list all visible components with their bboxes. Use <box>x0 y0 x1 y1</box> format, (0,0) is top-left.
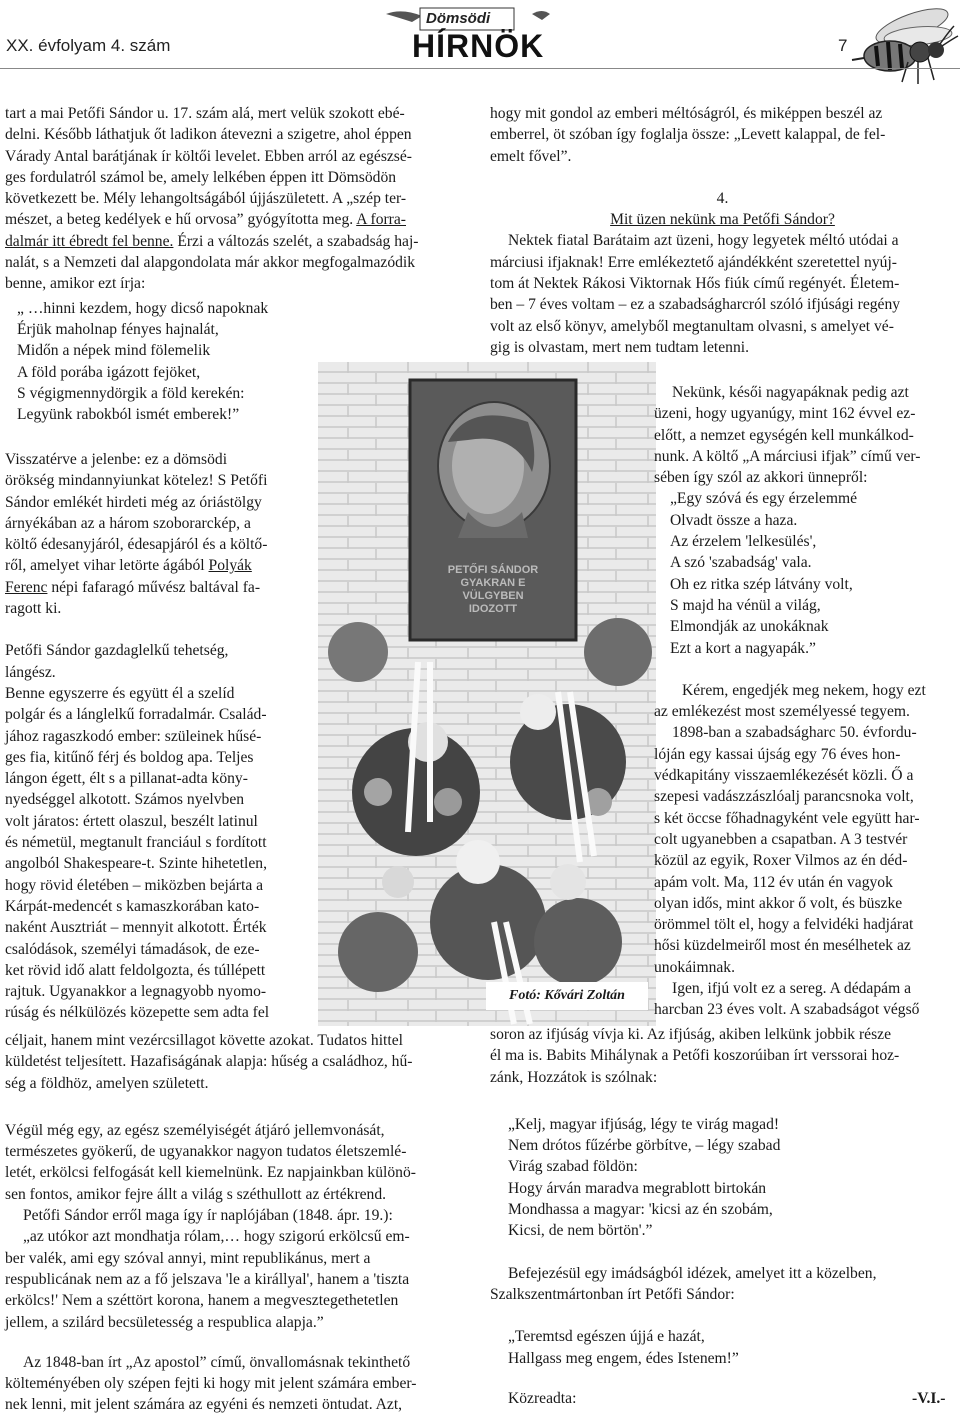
section-title: Mit üzen nekünk ma Petőfi Sándor? <box>610 211 835 229</box>
issue-label: XX. évfolyam 4. szám <box>6 36 171 55</box>
left-paragraph-7: „az utókor azt mondhatja rólam,… hogy szigorú erkölcsű em- ber valék, ami egy szóval annyi, mint republikánus, mert a respublicának nem az a fő jelszava 'le a királlyal', hanem a 'tiszta erkölcs!' Nem a széttört korona, hanem a megvesztegethetetlen jellem, a szilárd becsületesség a respublica alapja.” <box>5 1228 410 1331</box>
plaque-line-4: IDOZOTT <box>468 603 518 615</box>
right-paragraph-7: Befejezésül egy imádságból idézek, amelyet itt a közelben, Szalkszentmártonban írt Petőfi Sándor: <box>490 1264 877 1303</box>
left-full-width-block <box>5 1030 473 1416</box>
right-full-width-block <box>490 1024 955 1369</box>
right-column <box>490 103 955 358</box>
poem-imadsag: „Teremtsd egészen újjá e hazát, Hallgass meg engem, édes Istenem!” <box>508 1328 739 1367</box>
right-paragraph-3: Nekünk, késői nagyapáknak pedig azt üzeni, hogy ugyanúgy, mint 162 évvel ez- előtt, a nemzet egységén kell munkálkod- nunk. A költő „A márciusi ifjak” című ver- sében így szól az akkori ünnepről: <box>654 384 921 487</box>
left-narrow-column <box>5 449 305 1024</box>
left-paragraph-5: Végül még egy, az egész személyiségét átjáró jellemvonását, természetes gyökerű, de ugyanakkor nagyon tudatos életszemlé- letét, erkölcsi felfogását kell kiemelnünk. Ez napjainkban különö- sen fontos, amikor fejre állt a világ s széthullott az értékrend. <box>5 1121 416 1203</box>
logo <box>382 4 552 70</box>
polyak-ferenc-link[interactable]: Polyák Ferenc <box>5 557 252 596</box>
editor-label: Közreadta: <box>508 1390 577 1407</box>
photo-caption: Fotó: Kővári Zoltán <box>486 982 648 1010</box>
poem-babits: „Kelj, magyar ifjúság, légy te virág magad! Nem drótos fűzérbe görbítve, – légy szabad Virág szabad földön: Hogy árván maradva megrablott birtokán Mondhassa a magyar: 'kicsi az én szobám, Kicsi, de nem börtön'.” <box>508 1115 781 1240</box>
left-paragraph-2 <box>5 449 305 619</box>
left-paragraph-1-text: tart a mai Petőfi Sándor u. 17. szám alá, mert velük szokott ebé- delni. Később láthatjuk őt ladikon átevezni a szigetre, ahol éppen Várady Antal barátjának ír költői levelet. Ebben arról az egészsé- ges fordulatról számol be, amely lelkében éppen itt Dömsödön következett be. Mély lehangoltságából újjászületett. A „szép ter- mészet, a beteg kedélyek e hű orvosa” gyógyította meg. <box>5 105 412 229</box>
right-paragraph-5: 1898-ban a szabadságharc 50. évfordu- lóján egy kassai újság egy 76 éves hon- védkapitány visszaemlékezését közli. Ő a szepesi vadászzászlóalj parancsnoka volt, s két öccse főhadnagyként vele együtt har- colt ugyanebben a csapatban. A 3 testvér közül az egyik, Roxer Vilmos az én déd- apám volt. Ma, 112 év után én vagyok olyan idős, mint akkor ő volt, és büszke örömmel tölt el, hogy a felvidéki hadjárat hősi küzdelmeiről most én mesélhetek az unokáimnak. <box>654 724 920 976</box>
left-paragraph-4: Benne egyszerre és együtt él a szelíd polgár és a lánglelkű forradalmár. Család- jához ragaszkodó ember: szüleinek hűsé- ges fia, kitűnő férj és boldog apa. Teljes lángon égett, élt s a pillanat-adta köny- nyedséggel alkotott. Számos nyelvben volt járatos: értett olaszul, beszélt latinul és németül, megtanult franciául s fordított angolból Shakespeare-t. Szinte hihetetlen, hogy rövid életében – miközben bejárta a Kárpát-medencét s kamaszkorában kato- naként Ausztriát – mennyit alkotott. Érték csalódások, személyi támadások, de eze- ket rövid idő alatt feldolgozta, és túllépett rajtuk. Ugyanakkor a legnagyobb nyomo- rúság és nélkülözés közepette sem adta fel <box>5 684 270 1022</box>
logo-top-text: Dömsödi <box>426 10 491 27</box>
left-paragraph-1-rest: Érzi a változás szelét, a szabadság haj- nalát, s a Nemzeti dal alapgondolata már akkor megfogalmazódik benne, amikor ezt írja: <box>5 232 419 293</box>
logo-main-text: HÍRNÖK <box>412 28 545 64</box>
plaque-line-2: GYAKRAN E <box>460 577 526 589</box>
right-paragraph-1: hogy mit gondol az emberi méltóságról, és miképpen beszél az emberrel, öt szóban így foglalja össze: „Levett kalappal, de fel- emelt fővel”. <box>490 105 886 165</box>
memorial-photo-graphic <box>318 362 656 1026</box>
left-paragraph-1 <box>5 103 473 295</box>
left-paragraph-6: Petőfi Sándor erről maga így ír naplójában (1848. ápr. 19.): <box>23 1207 393 1225</box>
left-paragraph-2-rest: népi fafaragó művész baltával fa- ragott ki. <box>5 578 261 618</box>
left-paragraph-3: Petőfi Sándor gazdaglelkű tehetség, lángész. <box>5 642 229 681</box>
right-paragraph-2: Nektek fiatal Barátaim azt üzeni, hogy legyetek méltó utódai a márciusi ifjaknak! Erre emlékeztető ajándékként szeretettel nyúj- tom át Nektek Rákosi Viktornak Hős fiúk című regényét. Életem- ben – 7 éves voltam – ez a szabadságharcról szóló ifjúsági regény volt az első könyv, amelyből megtanultam olvasni, s amelyet vé- gig is olvastam, mert nem tudtam letenni. <box>490 232 901 356</box>
right-paragraph-6-continued: soron az ifjúság vívja ki. Az ifjúság, akiben lelkünk jobbik része él ma is. Babits Mihálynak a Petőfi koszorúiban írt verssorai hoz- zánk, Hozzátok is szólnak: <box>490 1026 900 1086</box>
left-paragraph-8: Az 1848-ban írt „Az apostol” című, önvallomásnak tekinthető költeményében oly szépen fejti ki hogy mit jelent számára ember- nek lenni, mit jelent számára az egyéni és nemzeti öntudat. Azt, <box>5 1353 417 1414</box>
editor-signature: -V.I.- <box>912 1390 946 1407</box>
bee-icon <box>842 0 960 88</box>
poem-marciusi-ifjak: „Egy szóvá és egy érzelemmé Olvadt össze a haza. Az érzelem 'lelkesülés', A szó 'szabadság' vala. Oh ez ritka szép látvány volt, S majd ha vénül a világ, Elmondják az unokáknak Ezt a kort a nagyapák.” <box>670 490 858 657</box>
page-number: 7 <box>838 36 848 55</box>
poem-hinni-kezdem: „ …hinni kezdem, hogy dicső napoknak Érjük maholnap fényes hajnalát, Midőn a népek mind fölemelik A föld porába igázott fejöket, S végigmennydörgik a föld kerekén: Legyünk rabokból ismét emberek!” <box>17 299 269 424</box>
left-paragraph-4-continued: céljait, hanem mint vezércsillagot követte azokat. Tudatos hittel küldetést teljesített. Hazafiságának alapja: hűség a családhoz, hű- ség a földhöz, amelyen született. <box>5 1032 413 1092</box>
plaque-line-3: VÜLGYBEN <box>462 590 524 602</box>
right-paragraph-6: Igen, ifjú volt ez a sereg. A dédapám a harcban 23 éves volt. A szabadságot végső <box>654 980 920 1019</box>
section-number: 4. <box>716 189 729 207</box>
right-narrow-column <box>654 382 955 1021</box>
plaque-line-1: PETŐFI SÁNDOR <box>447 564 539 576</box>
header-rule <box>0 68 960 69</box>
memorial-photo <box>318 362 656 1026</box>
left-paragraph-2-text: Visszatérve a jelenbe: ez a dömsödi örökség mindannyiunkat kötelez! S Petőfi Sándor emlékét hirdeti még az óriástölgy árnyékában az a három szoborarckép, a költő édesanyjáról, édesapjáról és a költő- ről, amelyet vihar letörte ágából <box>5 451 268 575</box>
forradalmar-link[interactable]: A forra- dalmár itt ébredt fel benne. <box>5 211 406 250</box>
right-paragraph-4: Kérem, engedjék meg nekem, hogy ezt az emlékezést most személyessé tegyem. <box>654 681 926 721</box>
plaque-inscription <box>428 564 558 616</box>
